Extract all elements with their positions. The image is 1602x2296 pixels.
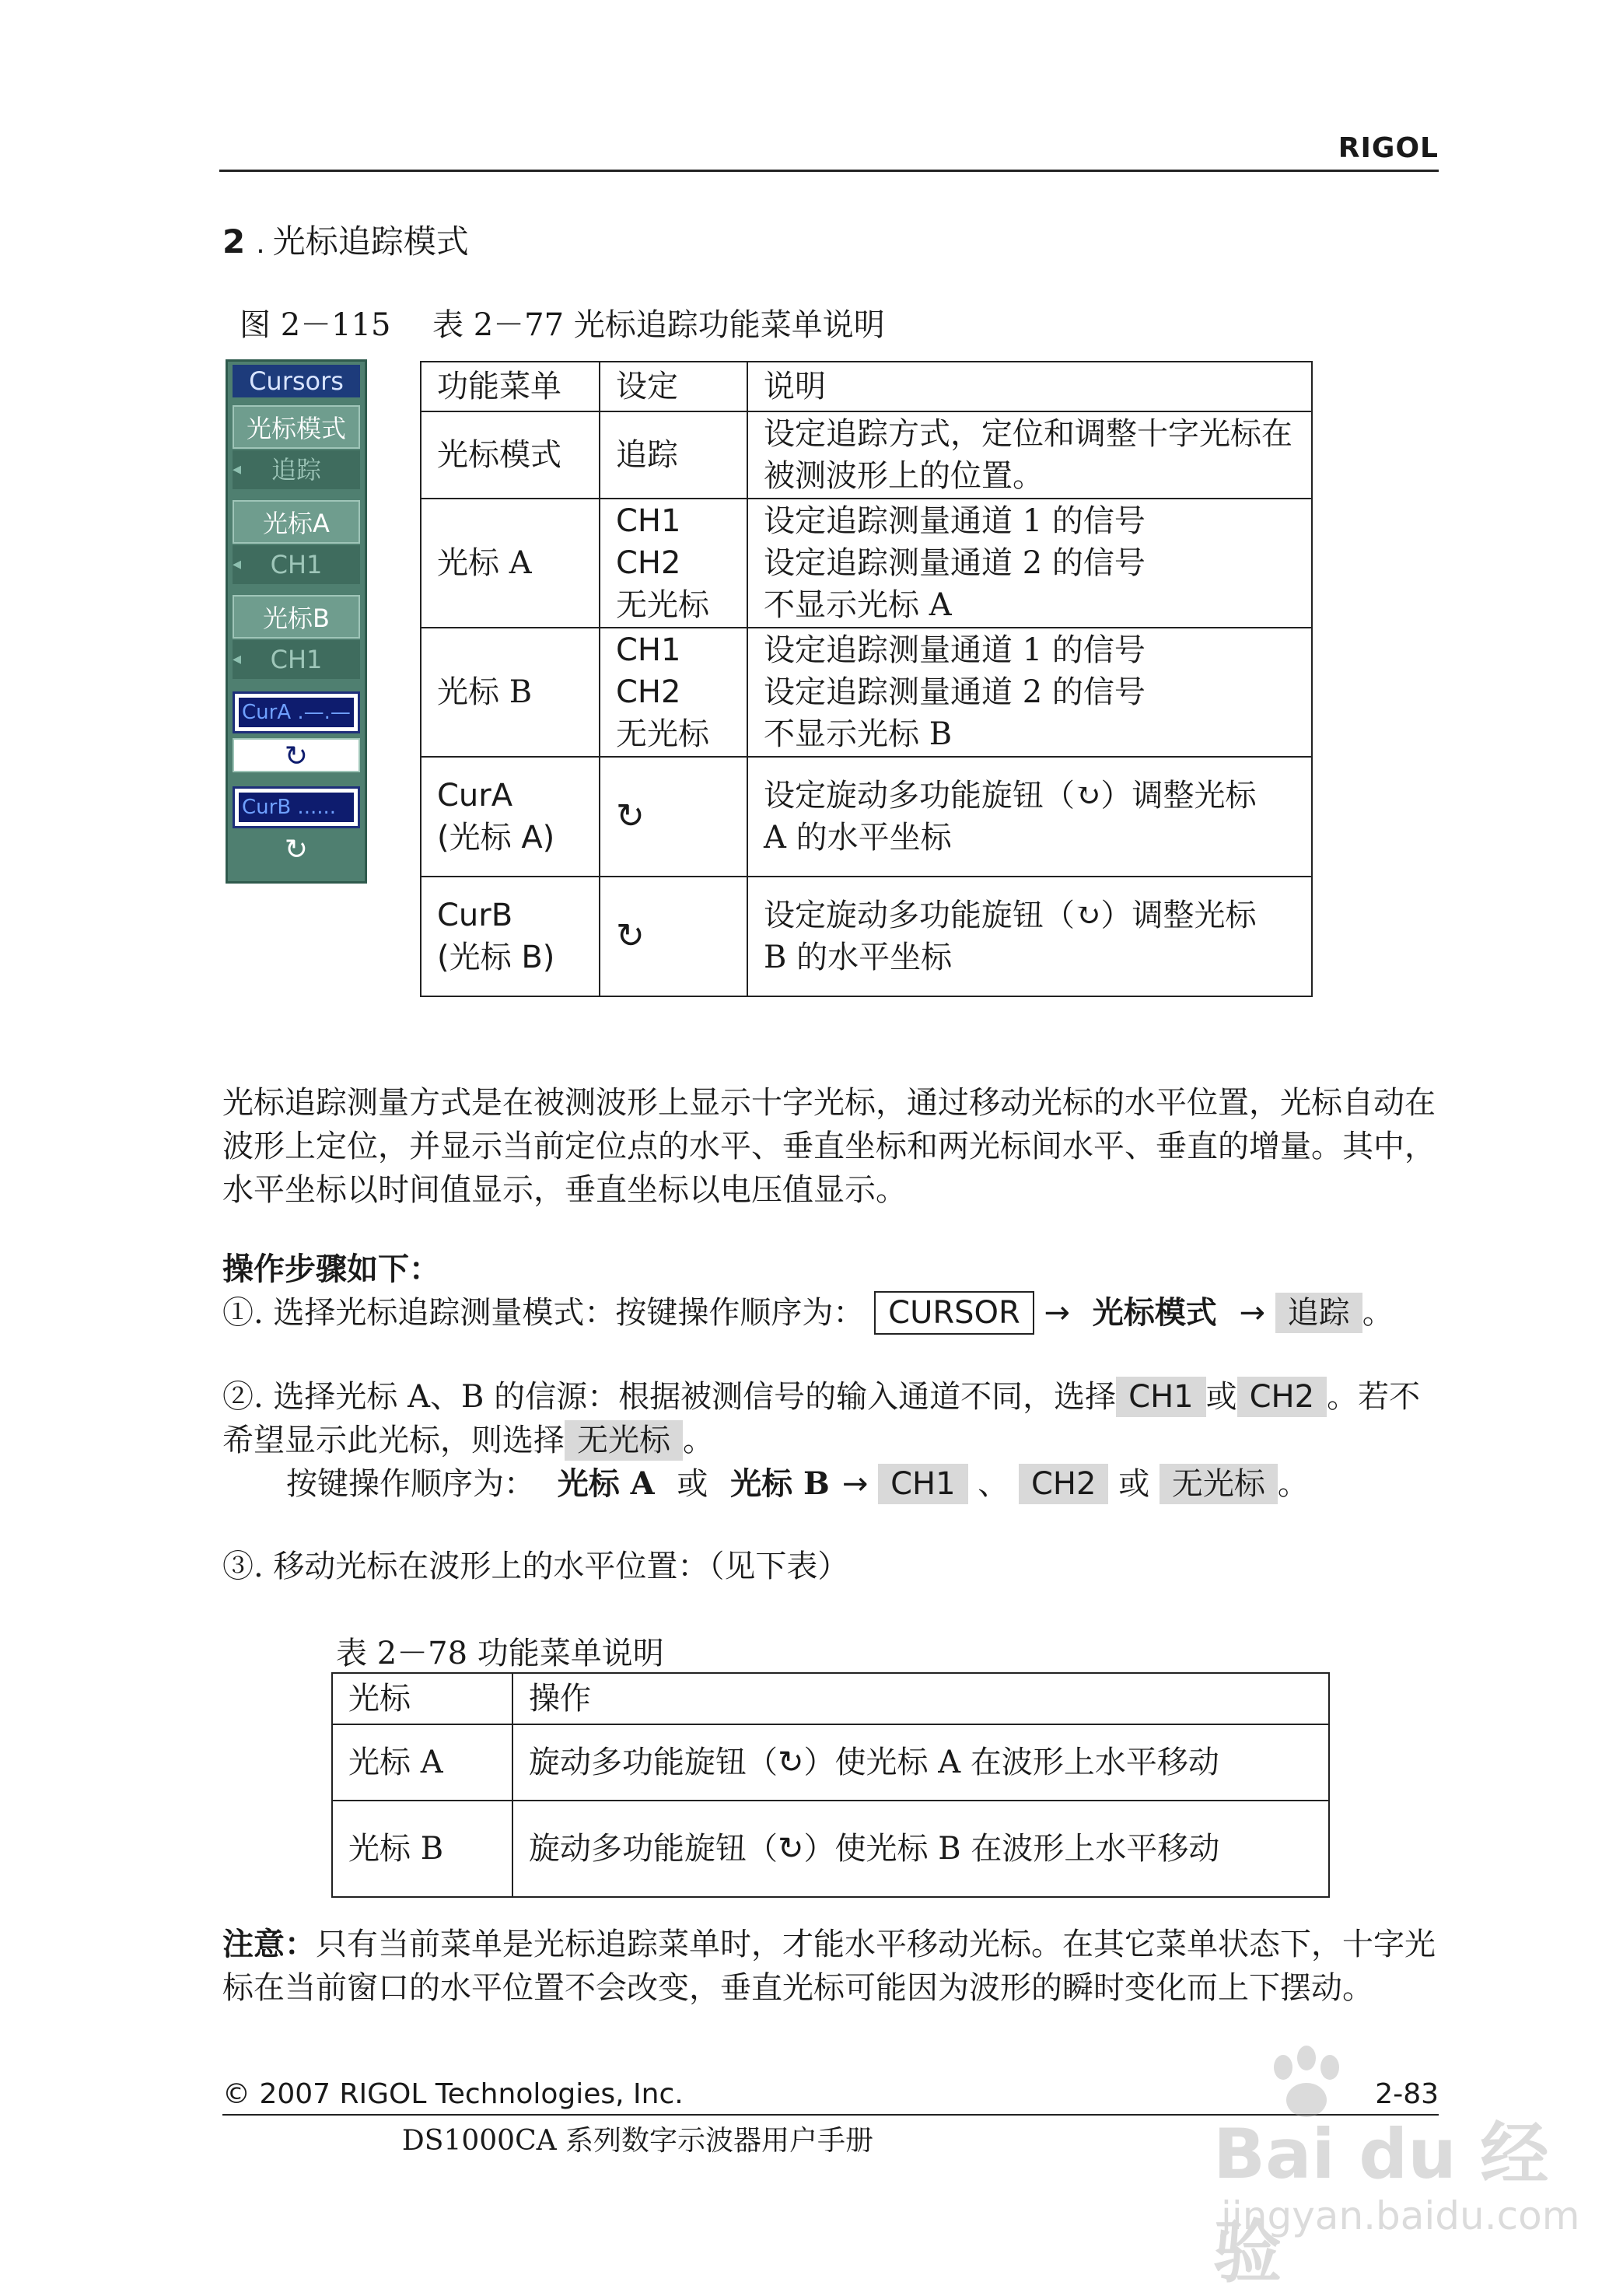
manual-title: DS1000CA 系列数字示波器用户手册 [401, 2125, 874, 2157]
no-cursor-option: 无光标 [1160, 1464, 1278, 1504]
punctuation: 。 [1362, 1295, 1394, 1331]
desc-line: 不显示光标 B [764, 716, 953, 752]
setting-line: CH1 [616, 503, 681, 539]
separator: 、 [978, 1466, 1009, 1502]
page-number: 2-83 [1375, 2078, 1439, 2110]
setting-line: CH1 [616, 632, 681, 668]
arrow-icon: → [1044, 1295, 1071, 1331]
desc-line: 设定追踪测量通道 1 的信号 [764, 632, 1146, 668]
desc-line: 设定追踪测量通道 1 的信号 [764, 503, 1146, 539]
intro-paragraph: 光标追踪测量方式是在被测波形上显示十字光标，通过移动光标的水平位置，光标自动在波形上定位，并显示当前定位点的水平、垂直坐标和两光标间水平、垂直的增量。其中，水平坐标以时间值显示，垂直坐标以电压值显示。 [222, 1085, 1436, 1208]
no-cursor-option: 无光标 [565, 1420, 683, 1461]
table-cell: 光标 A [421, 499, 600, 628]
cursor-mode-key: 光标模式 [1092, 1294, 1217, 1331]
setting-line: CH2 [616, 545, 681, 581]
step-1-text: ①. 选择光标追踪测量模式：按键操作顺序为： [222, 1295, 865, 1331]
table-header-cell: 功能菜单 [421, 362, 600, 411]
cursor-b-key: 光标 B [730, 1465, 830, 1502]
arrow-icon: → [841, 1466, 869, 1502]
baidu-watermark [1213, 2046, 1580, 2292]
step-2-mid: 。若不希望显示此光标，则选择 [222, 1379, 1421, 1458]
table-header-cell: 设定 [600, 362, 747, 411]
table-row [421, 628, 1312, 757]
menu-item-cursor-mode[interactable]: 光标模式 [233, 405, 360, 449]
table-cell: 设定追踪方式，定位和调整十字光标在被测波形上的位置。 [747, 411, 1312, 499]
menu-value-cursor-b: ◂ CH1 [233, 640, 360, 679]
table-cell [747, 877, 1312, 996]
ch2-option: CH2 [1019, 1464, 1108, 1504]
setting-line: 无光标 [616, 716, 709, 752]
desc-line: A 的水平坐标 [764, 820, 952, 856]
cura-label: CurA [242, 701, 292, 724]
table-header-row [421, 362, 1312, 411]
table-cell: 光标 B [332, 1801, 512, 1897]
table-cell [421, 877, 600, 996]
figure-caption: 图 2－115 [240, 307, 391, 343]
menu-line: CurA [437, 778, 513, 814]
section-title: 光标追踪模式 [272, 222, 469, 261]
punctuation: 。 [683, 1423, 714, 1458]
op-text: 旋动多功能旋钮（ [529, 1745, 778, 1780]
menu-value-cursor-mode: ◂ 追踪 [233, 450, 360, 489]
key-sequence-label: 按键操作顺序为： [286, 1466, 535, 1502]
table-cell [600, 628, 747, 757]
desc-line: 设定追踪测量通道 2 的信号 [764, 545, 1146, 581]
desc-line: 设定旋动多功能旋钮（↻）调整光标 [764, 898, 1257, 933]
ch2-option: CH2 [1237, 1377, 1327, 1417]
table-cell [512, 1724, 1329, 1801]
knob-icon: ↻ [284, 834, 309, 866]
op-text: ）使光标 A 在波形上水平移动 [803, 1745, 1219, 1780]
ch1-option: CH1 [1116, 1377, 1205, 1417]
desc-line: 设定追踪测量通道 2 的信号 [764, 674, 1146, 710]
table-cell [747, 499, 1312, 628]
table-row [421, 877, 1312, 996]
steps-heading: 操作步骤如下： [222, 1251, 440, 1287]
menu-line: CurB [437, 898, 513, 933]
punctuation: 。 [1277, 1466, 1309, 1502]
table-header-cell: 光标 [332, 1673, 512, 1724]
knob-icon: ↻ [778, 1745, 804, 1780]
step-2 [222, 1375, 1443, 1462]
knob-icon: ↻ [600, 757, 747, 877]
op-text: 旋动多功能旋钮（ [529, 1831, 778, 1867]
curb-label: CurB [242, 796, 292, 819]
cursor-a-key: 光标 A [557, 1465, 655, 1502]
or-text: 或 [1118, 1466, 1150, 1502]
table-row [332, 1724, 1329, 1801]
menu-value-cursor-a: ◂ CH1 [233, 545, 360, 584]
desc-line: 不显示光标 A [764, 587, 952, 623]
arrow-icon: → [1239, 1295, 1266, 1331]
menu-line: (光标 B) [437, 940, 555, 975]
table-78 [331, 1672, 1330, 1898]
table-cell: 光标 A [332, 1724, 512, 1801]
knob-icon: ↻ [600, 877, 747, 996]
table-cell: 光标 B [421, 628, 600, 757]
brand-name: RIGOL [1338, 132, 1439, 164]
or-text: 或 [677, 1466, 708, 1502]
setting-line: 无光标 [616, 587, 709, 623]
desc-line: B 的水平坐标 [764, 940, 953, 975]
table-header-row [332, 1673, 1329, 1724]
table-78-caption: 表 2－78 功能菜单说明 [336, 1636, 664, 1671]
desc-line: 设定旋动多功能旋钮（↻）调整光标 [764, 778, 1257, 814]
table-cell [421, 757, 600, 877]
section-number: 2 [222, 222, 246, 261]
menu-item-cura[interactable]: CurA .—.— [233, 691, 360, 733]
table-cell [512, 1801, 1329, 1897]
table-cell [747, 628, 1312, 757]
cursors-menu-panel [226, 359, 367, 884]
table-cell [747, 757, 1312, 877]
ch1-option: CH1 [878, 1464, 967, 1504]
or-text: 或 [1205, 1379, 1237, 1415]
menu-item-curb[interactable]: CurB ...... [233, 786, 360, 828]
footer-copyright: © 2007 RIGOL Technologies, Inc. [222, 2078, 684, 2110]
menu-line: (光标 A) [437, 820, 555, 856]
table-cell: 光标模式 [421, 411, 600, 499]
setting-line: CH2 [616, 674, 681, 710]
table-cell: 追踪 [600, 411, 747, 499]
watermark-url: jingyan.baidu.com [1221, 2193, 1580, 2238]
note [222, 1923, 1443, 2010]
table-header-cell: 说明 [747, 362, 1312, 411]
cursor-key: CURSOR [874, 1291, 1034, 1335]
watermark-brand: Bai du 经验 [1213, 2114, 1549, 2292]
step-1 [222, 1291, 1394, 1335]
track-option: 追踪 [1275, 1293, 1362, 1333]
table-row [421, 757, 1312, 877]
section-heading: 2 . 光标追踪模式 [222, 222, 469, 261]
op-text: ）使光标 B 在波形上水平移动 [803, 1831, 1220, 1867]
menu-item-cursor-b[interactable]: 光标B [233, 595, 360, 639]
table-row [421, 499, 1312, 628]
table-row [332, 1801, 1329, 1897]
table-77 [420, 361, 1313, 997]
note-text: 只有当前菜单是光标追踪菜单时，才能水平移动光标。在其它菜单状态下，十字光标在当前窗口的水平位置不会改变，垂直光标可能因为波形的瞬时变化而上下摆动。 [222, 1927, 1436, 2006]
table-77-caption: 表 2－77 光标追踪功能菜单说明 [432, 307, 885, 343]
table-row [421, 411, 1312, 499]
table-cell [600, 499, 747, 628]
header-divider [219, 170, 1439, 172]
menu-item-cursor-a[interactable]: 光标A [233, 500, 360, 544]
knob-icon: ↻ [233, 738, 360, 772]
knob-icon: ↻ [778, 1831, 804, 1867]
menu-title: Cursors [233, 365, 360, 397]
step-2-text: ②. 选择光标 A、B 的信源：根据被测信号的输入通道不同，选择 [222, 1379, 1117, 1415]
step-3: ③. 移动光标在波形上的水平位置：（见下表） [222, 1549, 849, 1584]
step-2-key-sequence [286, 1462, 1309, 1506]
note-label: 注意： [222, 1926, 316, 1962]
table-header-cell: 操作 [512, 1673, 1329, 1724]
